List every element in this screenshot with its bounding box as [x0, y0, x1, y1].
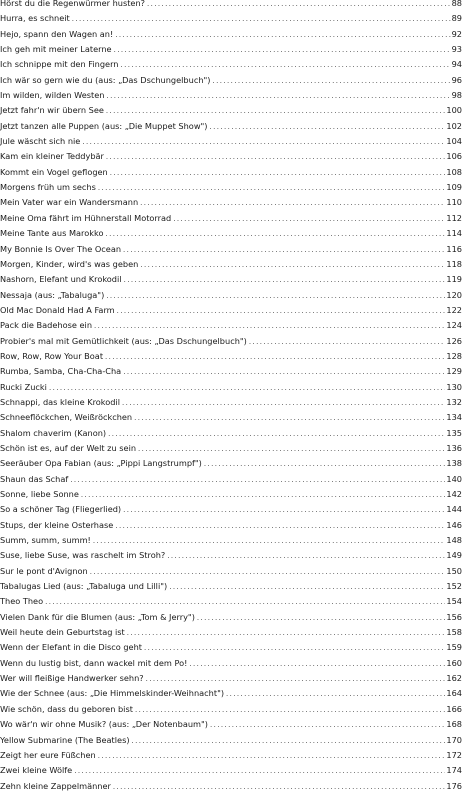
toc-entry-title: Zehn kleine Zappelmänner	[0, 780, 111, 791]
toc-entry-page-number: 136	[446, 442, 462, 453]
dot-leader	[106, 289, 445, 303]
toc-entry-title: Meine Oma fährt im Hühnerstall Motorrad	[0, 212, 172, 223]
dot-leader	[169, 580, 445, 594]
toc-entry-title: Tabalugas Lied (aus: „Tabaluga und Lilli")	[0, 581, 168, 592]
toc-entry	[0, 165, 462, 180]
toc-entry-title: Meine Tante aus Marokko	[0, 228, 104, 239]
dot-leader	[114, 43, 451, 57]
toc-entry-title: Yellow Submarine (The Beatles)	[0, 734, 130, 745]
toc-entry	[0, 548, 462, 563]
dot-leader	[108, 427, 445, 441]
dot-leader	[120, 58, 450, 72]
toc-entry	[0, 395, 462, 410]
toc-entry	[0, 134, 462, 149]
dot-leader	[70, 473, 445, 487]
toc-entry	[0, 594, 462, 609]
toc-entry	[0, 180, 462, 195]
toc-entry	[0, 579, 462, 594]
toc-entry	[0, 717, 462, 732]
toc-entry	[0, 288, 462, 303]
dot-leader	[107, 89, 451, 103]
toc-entry-page-number: 104	[446, 136, 462, 147]
toc-entry	[0, 149, 462, 164]
toc-entry-page-number: 154	[446, 596, 462, 607]
toc-entry-page-number: 124	[446, 320, 462, 331]
toc-entry	[0, 103, 462, 118]
toc-entry-page-number: 128	[446, 350, 462, 361]
toc-entry	[0, 456, 462, 471]
toc-entry-page-number: 122	[446, 304, 462, 315]
dot-leader	[82, 135, 445, 149]
toc-entry-page-number: 174	[446, 765, 462, 776]
toc-entry	[0, 610, 462, 625]
dot-leader	[226, 687, 445, 701]
dot-leader	[123, 243, 445, 257]
toc-entry-page-number: 176	[446, 780, 462, 791]
toc-entry	[0, 73, 462, 88]
dot-leader	[144, 641, 445, 655]
dot-leader	[49, 381, 445, 395]
toc-entry-title: Seeräuber Opa Fabian (aus: „Pippi Langstrumpf")	[0, 458, 202, 469]
toc-entry	[0, 686, 462, 701]
toc-entry	[0, 334, 462, 349]
toc-entry-page-number: 150	[446, 565, 462, 576]
toc-entry-title: Summ, summ, summ!	[0, 535, 91, 546]
toc-entry-title: Kam ein kleiner Teddybär	[0, 151, 104, 162]
toc-entry-page-number: 94	[451, 59, 462, 70]
dot-leader	[124, 273, 446, 287]
dot-leader	[249, 335, 446, 349]
toc-entry-page-number: 102	[446, 120, 462, 131]
toc-entry-title: Rumba, Samba, Cha-Cha-Cha	[0, 366, 122, 377]
toc-entry-title: Theo Theo	[0, 596, 44, 607]
dot-leader	[135, 703, 445, 717]
dot-leader	[115, 28, 450, 42]
toc-entry	[0, 671, 462, 686]
toc-entry-page-number: 160	[446, 657, 462, 668]
toc-entry	[0, 195, 462, 210]
dot-leader	[106, 104, 445, 118]
toc-entry-page-number: 134	[446, 412, 462, 423]
dot-leader	[140, 258, 445, 272]
toc-entry-page-number: 93	[451, 44, 462, 55]
toc-entry-page-number: 96	[451, 74, 462, 85]
dot-leader	[147, 0, 451, 11]
dot-leader	[123, 503, 445, 517]
dot-leader	[113, 780, 445, 794]
toc-entry-title: Old Mac Donald Had A Farm	[0, 304, 115, 315]
toc-entry-title: Vielen Dank für die Blumen (aus: „Tom & Jerry")	[0, 611, 195, 622]
toc-entry-title: Morgens früh um sechs	[0, 182, 96, 193]
toc-entry	[0, 119, 462, 134]
dot-leader	[105, 350, 445, 364]
toc-entry-page-number: 109	[446, 182, 462, 193]
dot-leader	[210, 718, 445, 732]
toc-entry	[0, 748, 462, 763]
toc-entry	[0, 533, 462, 548]
toc-entry-page-number: 138	[446, 458, 462, 469]
toc-entry-title: So a schöner Tag (Fliegerlied)	[0, 504, 122, 515]
toc-entry-title: Ich geh mit meiner Laterne	[0, 44, 112, 55]
toc-entry-title: My Bonnie Is Over The Ocean	[0, 243, 122, 254]
dot-leader	[117, 304, 446, 318]
dot-leader	[72, 12, 451, 26]
toc-entry-page-number: 166	[446, 703, 462, 714]
toc-entry-page-number: 89	[451, 13, 462, 24]
toc-entry-title: Wie schön, dass du geboren bist	[0, 703, 133, 714]
toc-entry-title: Row, Row, Row Your Boat	[0, 350, 104, 361]
toc-entry-page-number: 88	[451, 0, 462, 8]
toc-entry	[0, 625, 462, 640]
dot-leader	[173, 212, 445, 226]
dot-leader	[189, 657, 445, 671]
toc-entry-page-number: 158	[446, 627, 462, 638]
toc-entry-page-number: 118	[446, 258, 462, 269]
dot-leader	[106, 150, 445, 164]
toc-entry-title: Hurra, es schneit	[0, 13, 70, 24]
toc-entry	[0, 318, 462, 333]
toc-entry-page-number: 168	[446, 719, 462, 730]
toc-entry-title: Stups, der kleine Osterhase	[0, 519, 114, 530]
toc-entry-title: Probier's mal mit Gemütlichkeit (aus: „Das Dschungelbuch")	[0, 335, 247, 346]
toc-entry	[0, 364, 462, 379]
toc-entry-title: Wenn der Elefant in die Disco geht	[0, 642, 142, 653]
toc-entry-title: Shalom chaverim (Kanon)	[0, 427, 107, 438]
toc-entry-page-number: 106	[446, 151, 462, 162]
toc-entry-page-number: 120	[446, 289, 462, 300]
toc-entry-page-number: 98	[451, 90, 462, 101]
dot-leader	[98, 749, 446, 763]
toc-entry-page-number: 149	[446, 550, 462, 561]
dot-leader	[209, 120, 445, 134]
toc-entry-page-number: 112	[446, 212, 462, 223]
toc-entry-title: Pack die Badehose ein	[0, 320, 93, 331]
toc-entry-title: Zeigt her eure Füßchen	[0, 749, 96, 760]
dot-leader	[146, 672, 446, 686]
toc-entry-title: Wenn du lustig bist, dann wackel mit dem Po!	[0, 657, 188, 668]
toc-entry-title: Hejo, spann den Wagen an!	[0, 28, 114, 39]
toc-entry-title: Shaun das Schaf	[0, 473, 69, 484]
toc-entry-title: Schnappi, das kleine Krokodil	[0, 396, 120, 407]
toc-entry	[0, 410, 462, 425]
dot-leader	[134, 411, 445, 425]
toc-entry	[0, 487, 462, 502]
toc-entry	[0, 11, 462, 26]
toc-entry	[0, 257, 462, 272]
dot-leader	[93, 534, 446, 548]
toc-entry-title: Zwei kleine Wölfe	[0, 765, 73, 776]
toc-entry	[0, 779, 462, 794]
toc-entry-page-number: 129	[446, 366, 462, 377]
toc-entry-page-number: 92	[451, 28, 462, 39]
toc-entry-title: Sur le pont d'Avignon	[0, 565, 88, 576]
toc-entry-title: Wer will fleißige Handwerker sehn?	[0, 673, 144, 684]
dot-leader	[110, 166, 446, 180]
toc-entry	[0, 42, 462, 57]
dot-leader	[204, 457, 446, 471]
toc-entry	[0, 57, 462, 72]
toc-entry-title: Morgen, Kinder, wird's was geben	[0, 258, 139, 269]
toc-entry-page-number: 159	[446, 642, 462, 653]
dot-leader	[74, 764, 445, 778]
toc-entry-title: Suse, liebe Suse, was raschelt im Stroh?	[0, 550, 166, 561]
toc-entry	[0, 441, 462, 456]
dot-leader	[138, 442, 445, 456]
toc-entry	[0, 640, 462, 655]
toc-entry-page-number: 110	[446, 197, 462, 208]
toc-entry	[0, 380, 462, 395]
toc-entry-title: Kommt ein Vogel geflogen	[0, 166, 108, 177]
toc-entry-title: Schön ist es, auf der Welt zu sein	[0, 442, 137, 453]
toc-entry-title: Jetzt fahr'n wir übern See	[0, 105, 104, 116]
dot-leader	[45, 595, 445, 609]
toc-entry	[0, 349, 462, 364]
toc-entry	[0, 88, 462, 103]
toc-entry-title: Schneeflöckchen, Weißröckchen	[0, 412, 133, 423]
toc-entry-page-number: 172	[446, 749, 462, 760]
toc-entry-page-number: 162	[446, 673, 462, 684]
toc-entry-title: Weil heute dein Geburtstag ist	[0, 627, 125, 638]
dot-leader	[167, 549, 445, 563]
toc-entry	[0, 763, 462, 778]
toc-entry-page-number: 132	[446, 396, 462, 407]
toc-entry	[0, 733, 462, 748]
dot-leader	[98, 181, 446, 195]
toc-entry-title: Sonne, liebe Sonne	[0, 489, 79, 499]
toc-entry-page-number: 108	[446, 166, 462, 177]
toc-entry	[0, 702, 462, 717]
toc-entry-title: Ich wär so gern wie du (aus: „Das Dschungelbuch")	[0, 74, 211, 85]
toc-entry	[0, 226, 462, 241]
toc-entry	[0, 502, 462, 517]
dot-leader	[122, 396, 445, 410]
toc-entry-page-number: 140	[446, 473, 462, 484]
dot-leader	[115, 519, 445, 533]
dot-leader	[140, 196, 445, 210]
toc-entry-title: Wie der Schnee (aus: „Die Himmelskinder-Weihnacht")	[0, 688, 225, 699]
dot-leader	[212, 74, 450, 88]
toc-entry-title: Rucki Zucki	[0, 381, 47, 392]
dot-leader	[197, 611, 445, 625]
dot-leader	[132, 734, 446, 748]
toc-entry-page-number: 164	[446, 688, 462, 699]
toc-entry-title: Nashorn, Elefant und Krokodil	[0, 274, 122, 285]
toc-entry	[0, 211, 462, 226]
toc-entry-page-number: 156	[446, 611, 462, 622]
toc-entry-page-number: 116	[446, 243, 462, 254]
toc-entry-page-number: 126	[446, 335, 462, 346]
dot-leader	[90, 565, 446, 579]
toc-entry-page-number: 114	[446, 228, 462, 239]
toc-entry-page-number: 152	[446, 581, 462, 592]
toc-entry-page-number: 144	[446, 504, 462, 515]
toc-entry-title: Jule wäscht sich nie	[0, 136, 81, 147]
toc-entry-page-number: 146	[446, 519, 462, 530]
toc-entry-title: Wo wär'n wir ohne Musik? (aus: „Der Notenbaum")	[0, 719, 208, 730]
toc-entry-page-number: 135	[446, 427, 462, 438]
toc-entry-title: Ich schnippe mit den Fingern	[0, 59, 119, 70]
toc-entry	[0, 242, 462, 257]
toc-entry	[0, 27, 462, 42]
dot-leader	[81, 488, 445, 502]
toc-entry-title: Nessaja (aus: „Tabaluga")	[0, 289, 105, 300]
dot-leader	[94, 319, 445, 333]
toc-entry-page-number: 130	[446, 381, 462, 392]
toc-entry	[0, 426, 462, 441]
dot-leader	[127, 626, 446, 640]
toc-entry	[0, 303, 462, 318]
dot-leader	[105, 227, 445, 241]
toc-entry-title: Im wilden, wilden Westen	[0, 90, 105, 101]
toc-entry	[0, 472, 462, 487]
toc-entry-page-number: 142	[446, 489, 462, 499]
toc-entry-title: Hörst du die Regenwürmer husten?	[0, 0, 146, 8]
toc-entry	[0, 656, 462, 671]
toc-entry-page-number: 170	[446, 734, 462, 745]
dot-leader	[123, 365, 445, 379]
toc-entry	[0, 272, 462, 287]
toc-entry	[0, 564, 462, 579]
toc-entry-page-number: 100	[446, 105, 462, 116]
toc-entry-page-number: 119	[446, 274, 462, 285]
toc-entry	[0, 0, 462, 11]
toc-entry-title: Mein Vater war ein Wandersmann	[0, 197, 139, 208]
toc-entry-title: Jetzt tanzen alle Puppen (aus: „Die Muppet Show")	[0, 120, 208, 131]
toc-entry	[0, 518, 462, 533]
toc-entry-page-number: 148	[446, 535, 462, 546]
